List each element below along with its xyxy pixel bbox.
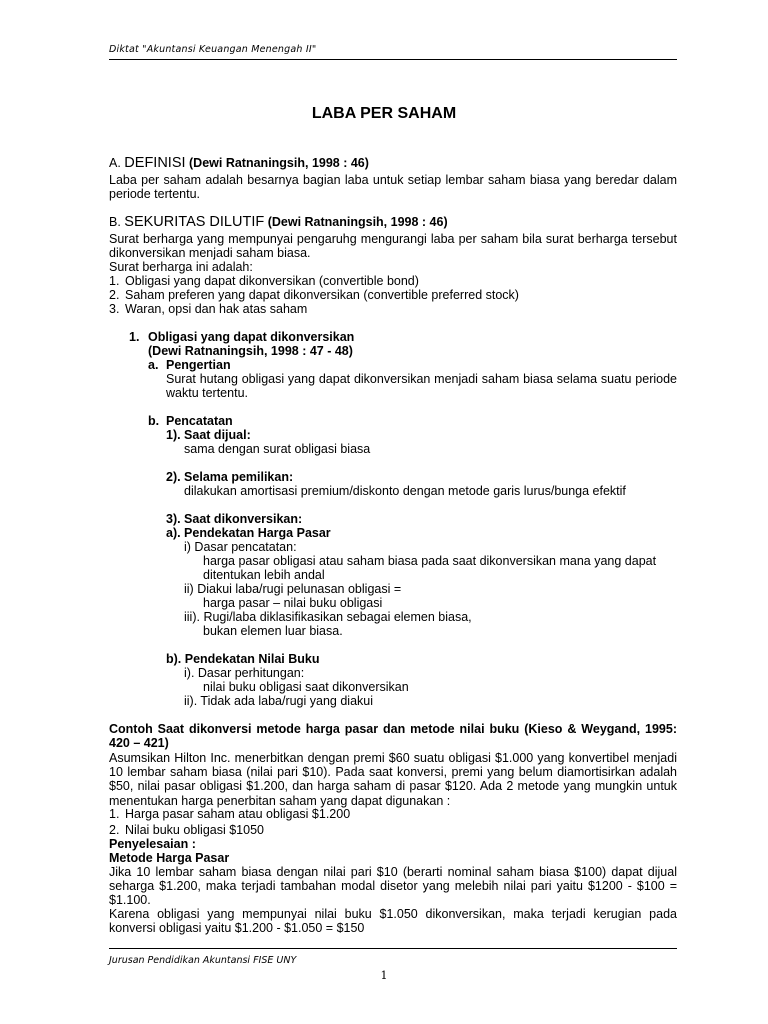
list-item — [109, 274, 419, 288]
section-b-paragraph: Surat berharga yang mempunyai pengaruhg mengurangi laba per saham bila surat berharga tersebut dikonversikan menjadi saham biasa. — [109, 232, 677, 261]
item-b3a-i-text: harga pasar obligasi atau saham biasa pada saat dikonversikan mana yang dapat — [203, 554, 657, 568]
item-b-title: Pencatatan — [166, 414, 233, 428]
section-a-reference: (Dewi Ratnaningsih, 1998 : 46) — [189, 156, 369, 170]
section-b-intro: Surat berharga ini adalah: — [109, 260, 253, 274]
page-number: 1 — [380, 969, 388, 982]
section-a-letter: A. — [109, 156, 121, 170]
item-b1-text: sama dengan surat obligasi biasa — [184, 442, 371, 456]
section-b-heading — [109, 215, 677, 229]
item-b3b-i: i). Dasar perhitungan: — [184, 666, 305, 680]
section-b-title: SEKURITAS DILUTIF — [124, 214, 265, 230]
item-b3a-ii: ii) Diakui laba/rugi pelunasan obligasi = — [184, 582, 402, 596]
item-b-heading — [148, 414, 233, 428]
item-b2-text: dilakukan amortisasi premium/diskonto dengan metode garis lurus/bunga efektif — [184, 484, 626, 498]
running-footer: Jurusan Pendidikan Akuntansi FISE UNY — [109, 955, 297, 966]
subsection-1-title: Obligasi yang dapat dikonversikan — [148, 330, 355, 344]
item-b3a-iii-text: bukan elemen luar biasa. — [203, 624, 343, 638]
list-item — [109, 288, 519, 302]
item-b3a-ii-text: harga pasar – nilai buku obligasi — [203, 596, 383, 610]
list-item-text: Waran, opsi dan hak atas saham — [125, 302, 308, 316]
item-a-label: a. — [148, 358, 159, 372]
section-b-letter: B. — [109, 215, 121, 229]
page-title: LABA PER SAHAM — [311, 105, 457, 122]
section-a-paragraph: Laba per saham adalah besarnya bagian laba untuk setiap lembar saham biasa yang beredar dalam periode tertentu. — [109, 173, 677, 202]
list-item-text: Obligasi yang dapat dikonversikan (convertible bond) — [125, 274, 419, 288]
item-b3a-i: i) Dasar pencatatan: — [184, 540, 297, 554]
list-item — [109, 807, 350, 821]
running-header: Diktat "Akuntansi Keuangan Menengah II" — [109, 44, 317, 55]
section-a-heading — [109, 156, 677, 170]
item-b3-heading: 3). Saat dikonversikan: — [166, 512, 303, 526]
list-item-number: 3. — [109, 302, 120, 316]
item-b3a-i-text: ditentukan lebih andal — [203, 568, 325, 582]
list-item-number: 2. — [109, 823, 120, 837]
item-b3b-i-text: nilai buku obligasi saat dikonversikan — [203, 680, 409, 694]
item-a-title: Pengertian — [166, 358, 231, 372]
item-b3b-ii: ii). Tidak ada laba/rugi yang diakui — [184, 694, 374, 708]
conversion-loss-paragraph: Karena obligasi yang mempunyai nilai buku $1.050 dikonversikan, maka terjadi kerugian pada konversi obligasi yaitu $1.200 - $1.050 = $150 — [109, 907, 677, 936]
example-paragraph: Asumsikan Hilton Inc. menerbitkan dengan premi $60 suatu obligasi $1.000 yang konvertibel menjadi 10 lembar saham biasa (nilai pari $10). Pada saat konversi, premi yang belum diamortisirkan adalah $50, nilai pasar obligasi $1.200, dan harga saham di pasar $120. Ada 2 metode yang mungkin untuk menentukan harga penerbitan saham yang dapat digunakan : — [109, 751, 677, 808]
subsection-1-number: 1. — [129, 330, 140, 344]
item-a-heading — [148, 358, 231, 372]
list-item-number: 1. — [109, 274, 120, 288]
solution-heading: Penyelesaian : — [109, 837, 196, 851]
list-item — [109, 823, 264, 837]
item-b-label: b. — [148, 414, 160, 428]
item-b3a-iii: iii). Rugi/laba diklasifikasikan sebagai elemen biasa, — [184, 610, 472, 624]
list-item-text: Nilai buku obligasi $1050 — [125, 823, 264, 837]
item-a-paragraph: Surat hutang obligasi yang dapat dikonversikan menjadi saham biasa selama suatu periode waktu tertentu. — [166, 372, 677, 401]
item-b2-heading: 2). Selama pemilikan: — [166, 470, 294, 484]
section-b-reference: (Dewi Ratnaningsih, 1998 : 46) — [267, 215, 448, 229]
item-b1-heading: 1). Saat dijual: — [166, 428, 251, 442]
header-rule — [109, 59, 677, 60]
section-a-title: DEFINISI — [124, 155, 186, 171]
list-item-number: 2. — [109, 288, 120, 302]
list-item-text: Saham preferen yang dapat dikonversikan (convertible preferred stock) — [125, 288, 519, 302]
example-heading: Contoh Saat dikonversi metode harga pasar dan metode nilai buku (Kieso & Weygand, 1995: 420 – 421) — [109, 722, 677, 751]
method-heading: Metode Harga Pasar — [109, 851, 230, 865]
item-b3a-heading: a). Pendekatan Harga Pasar — [166, 526, 331, 540]
item-b3b-heading: b). Pendekatan Nilai Buku — [166, 652, 320, 666]
list-item-number: 1. — [109, 807, 120, 821]
method-paragraph: Jika 10 lembar saham biasa dengan nilai pari $10 (berarti nominal saham biasa $100) dapat dijual seharga $1.200, maka terjadi tambahan modal disetor yang melebih nilai pari yaitu $1200 - $100 = $1.100. — [109, 865, 677, 908]
footer-rule — [109, 948, 677, 949]
list-item — [109, 302, 307, 316]
list-item-text: Harga pasar saham atau obligasi $1.200 — [125, 807, 351, 821]
subsection-1-heading — [129, 330, 354, 344]
subsection-1-reference: (Dewi Ratnaningsih, 1998 : 47 - 48) — [148, 344, 353, 358]
